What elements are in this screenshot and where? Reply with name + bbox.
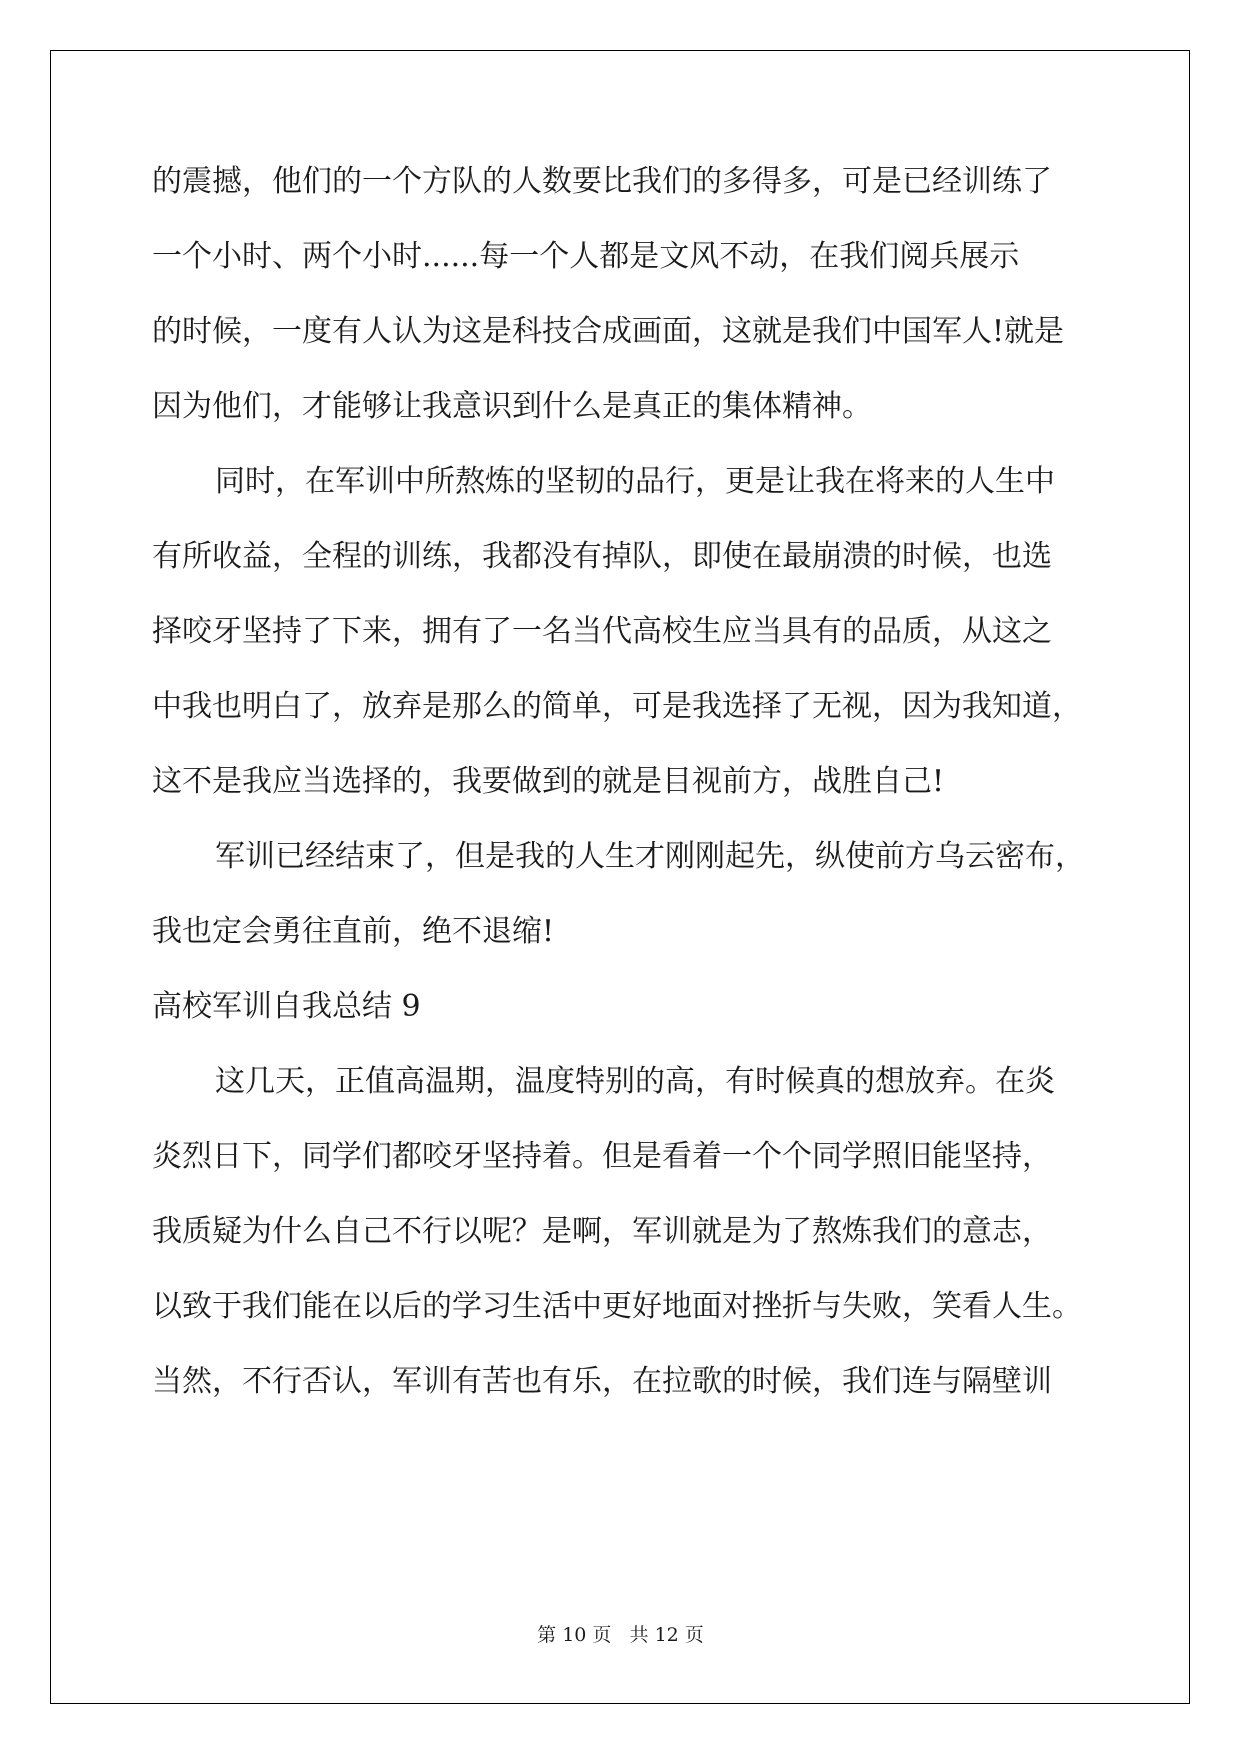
text-line-5: 同时，在军训中所熬炼的坚韧的品行，更是让我在将来的人生中 [215,464,1055,499]
text-line-16: 以致于我们能在以后的学习生活中更好地面对挫折与失败，笑看人生。 [152,1289,1082,1324]
text-line-1: 的震撼，他们的一个方队的人数要比我们的多得多，可是已经训练了 [152,164,1052,199]
text-line-11: 我也定会勇往直前，绝不退缩! [152,914,555,949]
text-line-2: 一个小时、两个小时......每一个人都是文风不动，在我们阅兵展示 [152,239,1020,274]
page-number: 第 10 页 共 12 页 [537,1624,704,1646]
document-body [152,162,1112,1437]
text-line-15: 我质疑为什么自己不行以呢？是啊，军训就是为了熬炼我们的意志， [152,1214,1052,1249]
text-line-14: 炎烈日下，同学们都咬牙坚持着。但是看着一个个同学照旧能坚持， [152,1139,1052,1174]
text-line-17: 当然，不行否认，军训有苦也有乐，在拉歌的时候，我们连与隔壁训 [152,1364,1052,1399]
text-line-13: 这几天，正值高温期，温度特别的高，有时候真的想放弃。在炎 [215,1064,1055,1099]
text-line-3: 的时候，一度有人认为这是科技合成画面，这就是我们中国军人!就是 [152,314,1065,349]
text-line-10: 军训已经结束了，但是我的人生才刚刚起先，纵使前方乌云密布， [215,839,1085,874]
page-footer [0,1623,1241,1647]
text-line-4: 因为他们，才能够让我意识到什么是真正的集体精神。 [152,389,872,424]
section-heading: 高校军训自我总结 9 [152,989,421,1024]
text-line-8: 中我也明白了，放弃是那么的简单，可是我选择了无视，因为我知道， [152,689,1082,724]
text-line-6: 有所收益，全程的训练，我都没有掉队，即使在最崩溃的时候，也选 [152,539,1052,574]
text-line-7: 择咬牙坚持了下来，拥有了一名当代高校生应当具有的品质，从这之 [152,614,1052,649]
text-line-9: 这不是我应当选择的，我要做到的就是目视前方，战胜自己! [152,764,945,799]
